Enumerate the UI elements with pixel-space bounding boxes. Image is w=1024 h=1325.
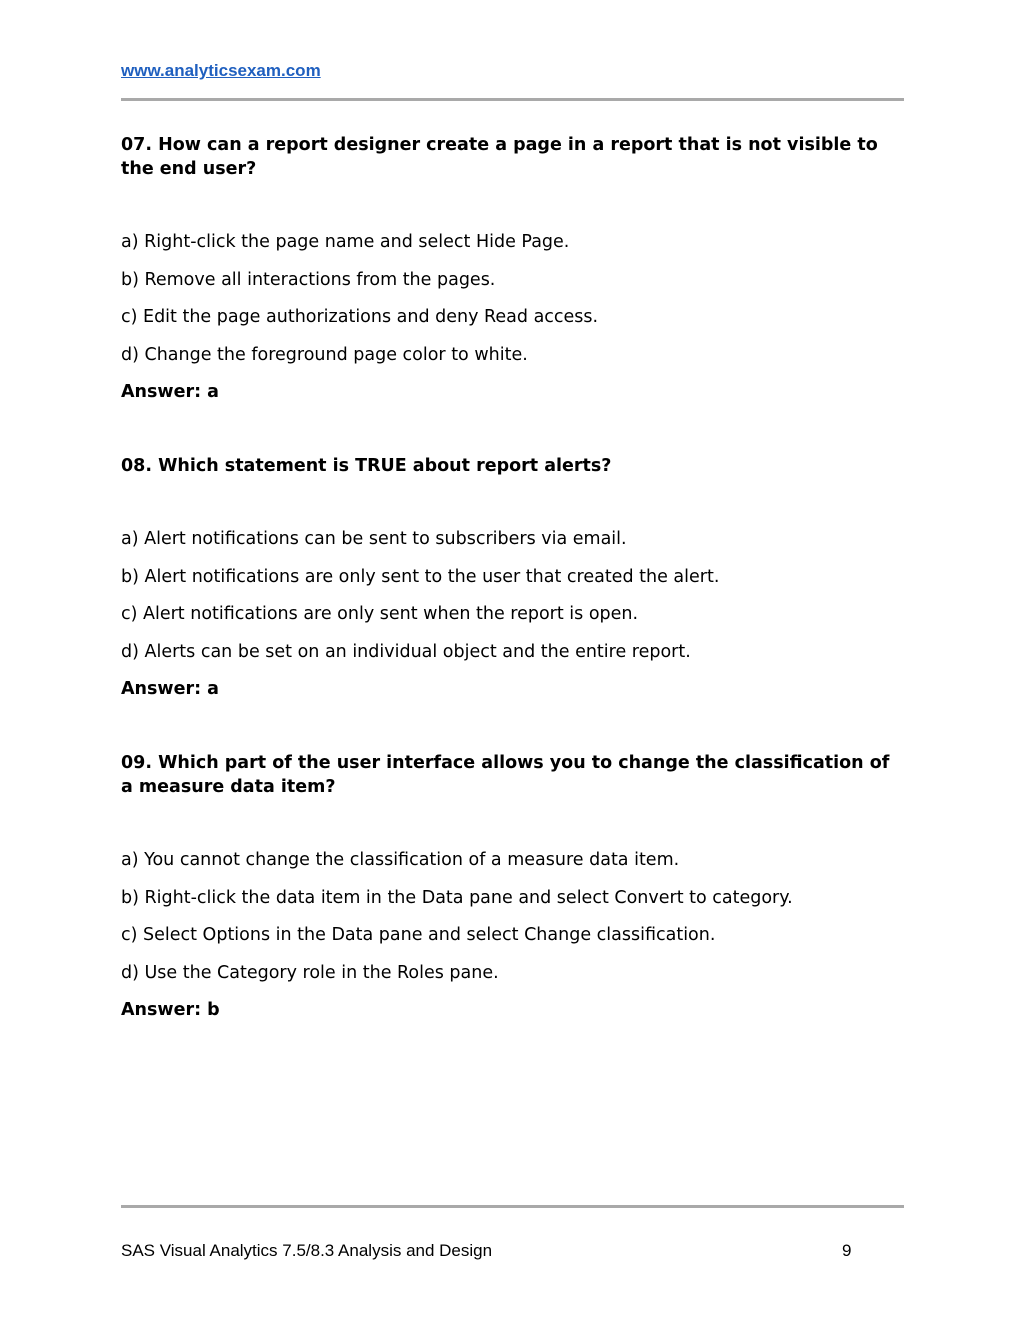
options-list xyxy=(121,527,904,664)
question-block xyxy=(121,751,904,1022)
option-d: d) Alerts can be set on an individual object and the entire report. xyxy=(121,641,691,662)
answer-text: Answer: b xyxy=(121,1000,220,1020)
option-a: a) Alert notifications can be sent to subscribers via email. xyxy=(121,529,627,549)
option-c: c) Select Options in the Data pane and select Change classification. xyxy=(121,925,716,945)
option-d: d) Use the Category role in the Roles pane. xyxy=(121,962,499,983)
page-number: 9 xyxy=(842,1241,852,1260)
option-d: d) Change the foreground page color to white. xyxy=(121,344,528,365)
question-text: 07. How can a report designer create a page in a report that is not visible to the end user? xyxy=(121,135,878,179)
header-divider xyxy=(121,98,904,101)
answer-text: Answer: a xyxy=(121,382,219,402)
options-list xyxy=(121,230,904,367)
question-text: 08. Which statement is TRUE about report alerts? xyxy=(121,456,612,476)
option-b: b) Right-click the data item in the Data pane and select Convert to category. xyxy=(121,887,793,908)
options-list xyxy=(121,848,904,985)
answer-text: Answer: a xyxy=(121,679,219,699)
option-b: b) Remove all interactions from the pages. xyxy=(121,269,496,290)
option-b: b) Alert notifications are only sent to the user that created the alert. xyxy=(121,566,720,587)
question-block xyxy=(121,133,904,404)
option-a: a) You cannot change the classification of a measure data item. xyxy=(121,850,680,870)
footer-title: SAS Visual Analytics 7.5/8.3 Analysis and Design xyxy=(121,1241,493,1260)
option-c: c) Alert notifications are only sent when the report is open. xyxy=(121,604,639,624)
questions-section xyxy=(121,133,904,1022)
website-link[interactable]: www.analyticsexam.com xyxy=(121,61,321,80)
footer-divider xyxy=(121,1205,904,1208)
option-a: a) Right-click the page name and select Hide Page. xyxy=(121,232,570,252)
question-block xyxy=(121,454,904,701)
option-c: c) Edit the page authorizations and deny Read access. xyxy=(121,307,599,327)
question-text: 09. Which part of the user interface allows you to change the classification of a measure data item? xyxy=(121,753,890,797)
